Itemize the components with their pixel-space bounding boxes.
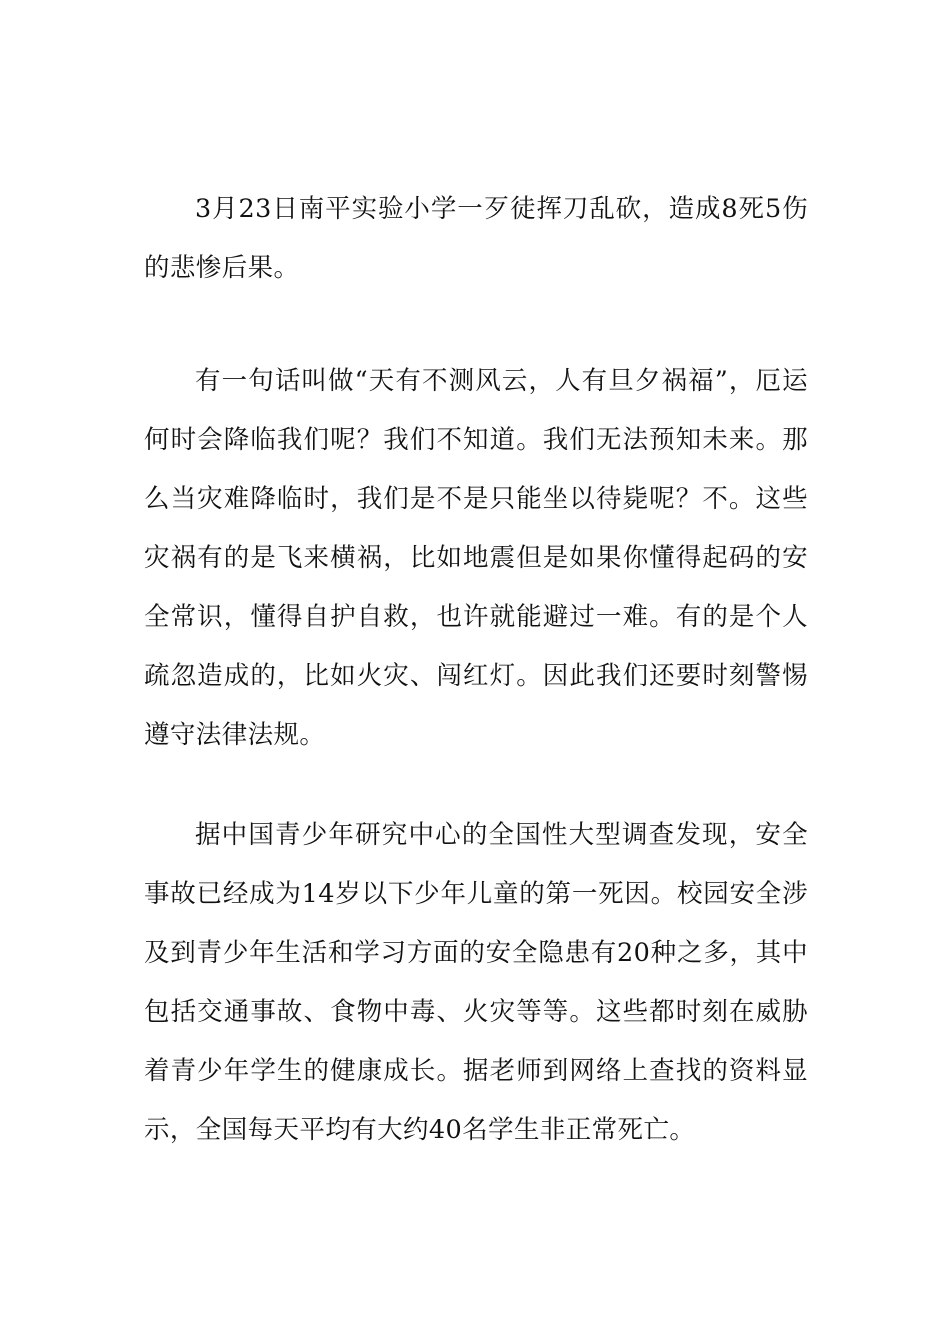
paragraph-misfortune: 有一句话叫做“天有不测风云，人有旦夕祸福”，厄运何时会降临我们呢？我们不知道。我们无法预知未来。那么当灾难降临时，我们是不是只能坐以待毙呢？不。这些灾祸有的是飞来横祸，比如地震但是如果你懂得起码的安全常识，懂得自护自救，也许就能避过一难。有的是个人疏忽造成的，比如火灾、闯红灯。因此我们还要时刻警惕遵守法律法规。	[144, 366, 808, 750]
paragraph-survey: 据中国青少年研究中心的全国性大型调查发现，安全事故已经成为14岁以下少年儿童的第一死因。校园安全涉及到青少年生活和学习方面的安全隐患有20种之多，其中包括交通事故、食物中毒、火灾等等。这些都时刻在威胁着青少年学生的健康成长。据老师到网络上查找的资料显示，全国每天平均有大约40名学生非正常死亡。	[144, 820, 808, 1145]
paragraph-incident: 3月23日南平实验小学一歹徒挥刀乱砍，造成8死5伤的悲惨后果。	[144, 194, 808, 283]
